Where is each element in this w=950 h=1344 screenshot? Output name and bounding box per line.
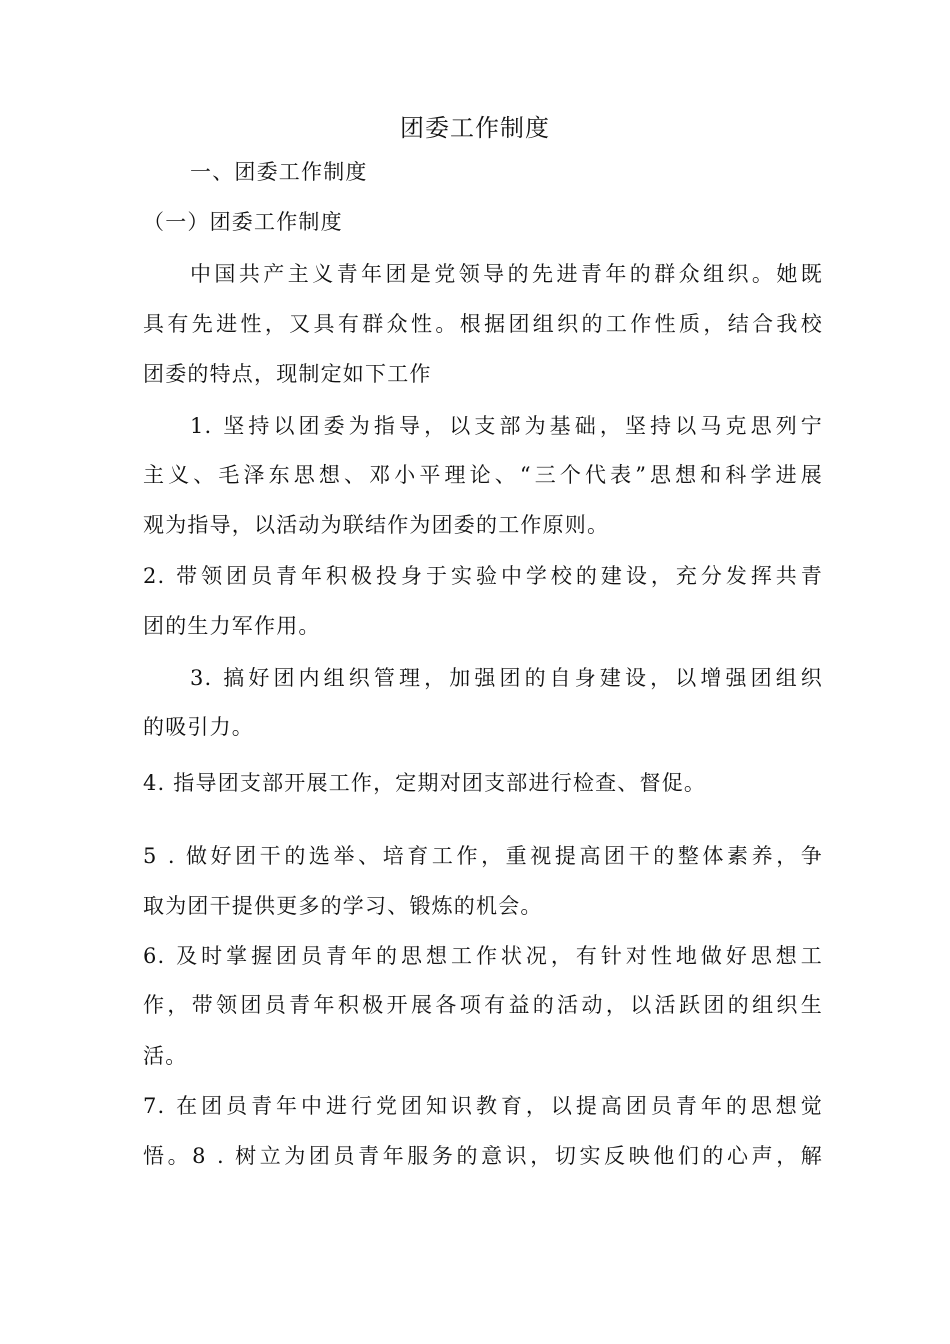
- list-item-3-line: 的吸引力。: [143, 715, 254, 739]
- list-item-3-line: 3. 搞好团内组织管理，加强团的自身建设，以增强团组织: [190, 666, 823, 690]
- paragraph-line: 团委的特点，现制定如下工作: [143, 362, 432, 386]
- list-item-6-line: 6. 及时掌握团员青年的思想工作状况，有针对性地做好思想工: [143, 944, 823, 968]
- list-item-2-line: 2. 带领团员青年积极投身于实验中学校的建设，充分发挥共青: [143, 564, 823, 588]
- list-item-1-line: 1. 坚持以团委为指导，以支部为基础，坚持以马克思列宁: [190, 414, 823, 438]
- list-item-6-line: 作，带领团员青年积极开展各项有益的活动，以活跃团的组织生: [143, 993, 823, 1017]
- subsection-heading: （一）团委工作制度: [143, 210, 343, 234]
- list-item-5-line: 取为团干提供更多的学习、锻炼的机会。: [143, 894, 543, 918]
- list-item-6-line: 活。: [143, 1044, 188, 1068]
- list-item-1-line: 观为指导，以活动为联结作为团委的工作原则。: [143, 513, 610, 537]
- list-item-2-line: 团的生力军作用。: [143, 614, 321, 638]
- list-item-5-line: 5 . 做好团干的选举、培育工作，重视提高团干的整体素养，争: [143, 844, 823, 868]
- list-item-8-line: 悟。8 . 树立为团员青年服务的意识，切实反映他们的心声，解: [143, 1144, 823, 1168]
- list-item-7-line: 7. 在团员青年中进行党团知识教育，以提高团员青年的思想觉: [143, 1094, 823, 1118]
- paragraph-line: 中国共产主义青年团是党领导的先进青年的群众组织。她既: [190, 262, 823, 286]
- section-heading: 一、团委工作制度: [190, 160, 368, 184]
- document-title: 团委工作制度: [400, 114, 550, 142]
- paragraph-line: 具有先进性，又具有群众性。根据团组织的工作性质，结合我校: [143, 312, 823, 336]
- list-item-4-line: 4. 指导团支部开展工作，定期对团支部进行检查、督促。: [143, 771, 707, 795]
- list-item-1-line: 主义、毛泽东思想、邓小平理论、“三个代表”思想和科学进展: [143, 463, 823, 487]
